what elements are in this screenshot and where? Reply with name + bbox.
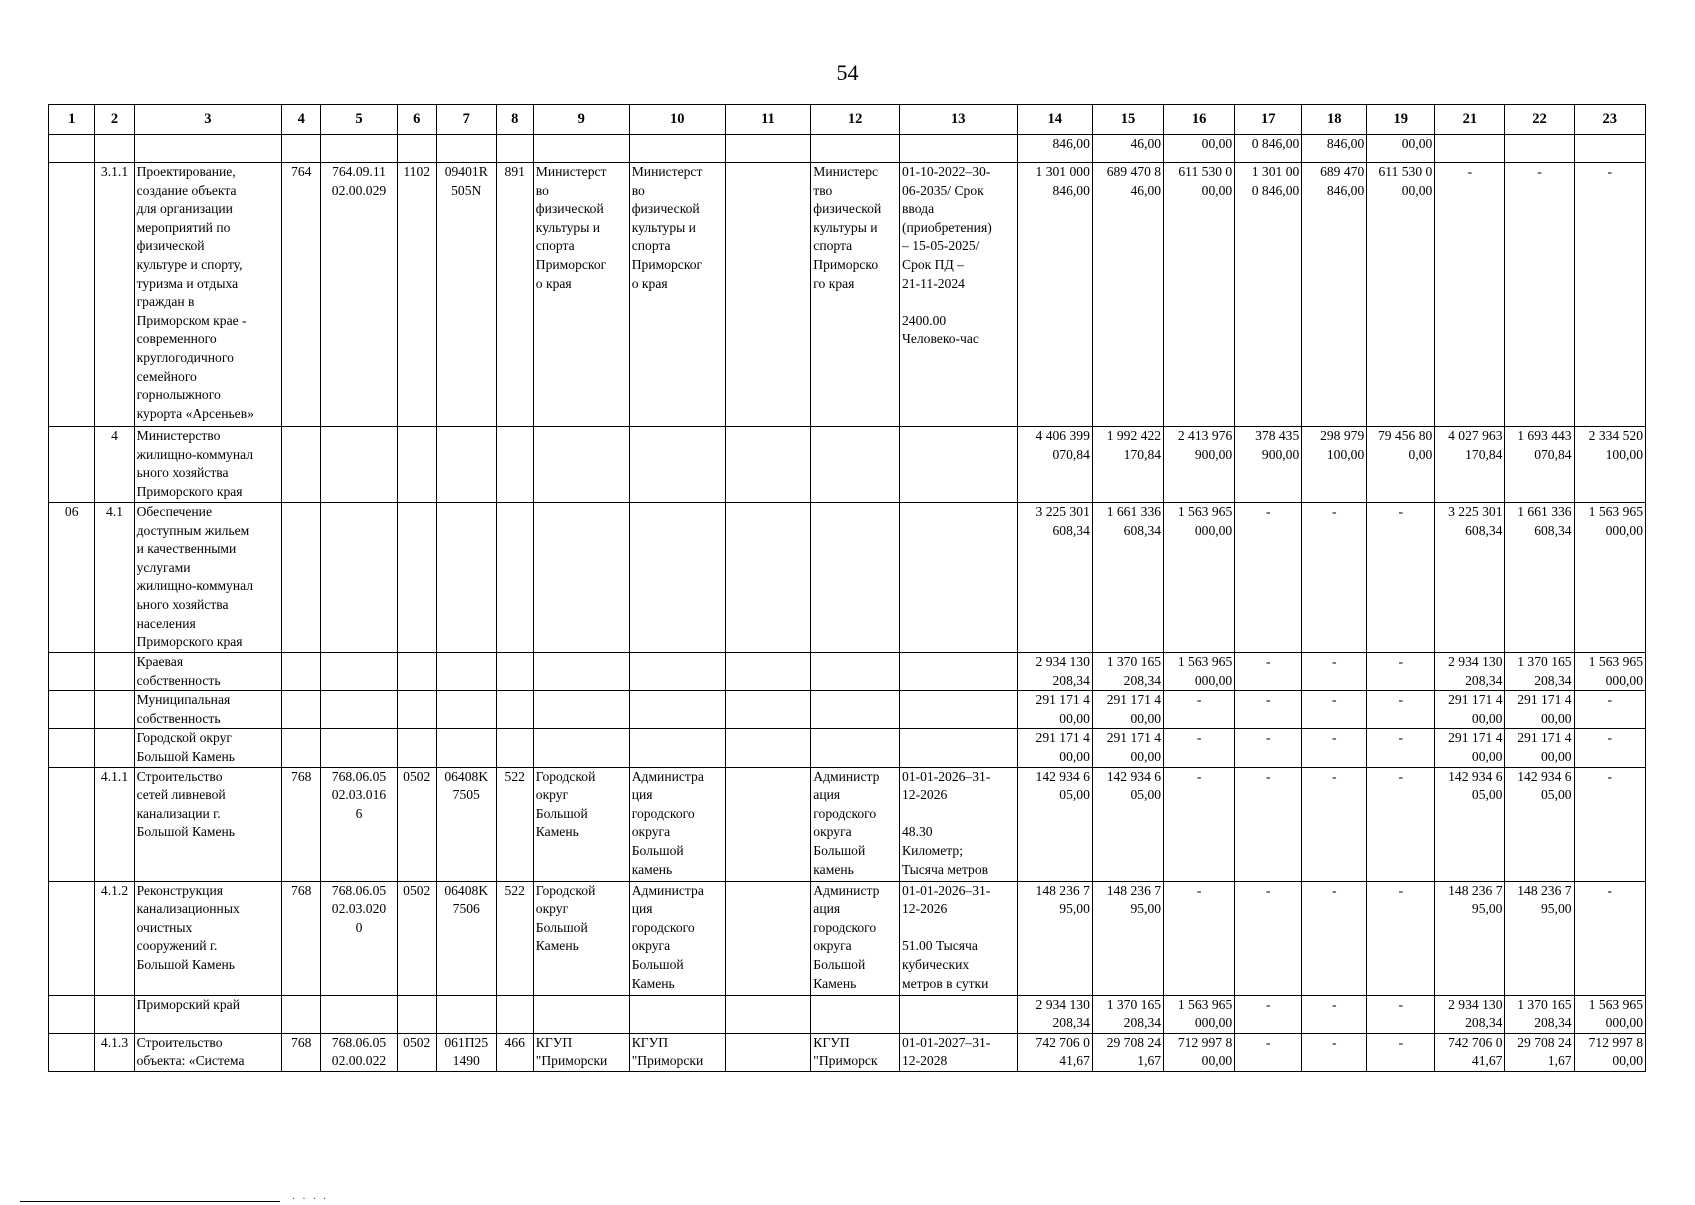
column-header: 3	[134, 105, 282, 135]
table-cell: 142 934 6 05,00	[1017, 767, 1092, 881]
table-cell: -	[1235, 995, 1302, 1033]
table-cell	[282, 427, 321, 503]
table-cell: Администра ция городского округа Большой Камень	[629, 881, 725, 995]
table-cell: 4.1.3	[95, 1033, 134, 1071]
table-cell: 1 563 965 000,00	[1164, 995, 1235, 1033]
column-header: 14	[1017, 105, 1092, 135]
table-cell: -	[1302, 767, 1367, 881]
table-cell: 29 708 24 1,67	[1092, 1033, 1163, 1071]
table-cell: 2 934 130 208,34	[1435, 653, 1505, 691]
table-cell	[496, 691, 533, 729]
table-cell	[900, 503, 1018, 653]
table-cell: 2 934 130 208,34	[1435, 995, 1505, 1033]
table-cell: Министерс тво физической культуры и спорта Приморско го края	[811, 163, 900, 427]
table-cell: 712 997 8 00,00	[1574, 1033, 1645, 1071]
table-cell: КГУП "Приморски	[629, 1033, 725, 1071]
table-cell: 06408K 7505	[436, 767, 496, 881]
table-cell	[95, 653, 134, 691]
table-cell	[436, 729, 496, 767]
table-cell	[725, 729, 811, 767]
table-cell: 0502	[397, 767, 436, 881]
table-cell: 1 370 165 208,34	[1092, 995, 1163, 1033]
table-cell: 1 370 165 208,34	[1505, 995, 1574, 1033]
table-cell: Обеспечение доступным жильем и качественными услугами жилищно-коммунал ьного хозяйства населения Приморского края	[134, 503, 282, 653]
table-cell: 891	[496, 163, 533, 427]
table-cell: 1 301 00 0 846,00	[1235, 163, 1302, 427]
table-cell	[811, 427, 900, 503]
table-cell: 689 470 846,00	[1302, 163, 1367, 427]
table-cell	[725, 767, 811, 881]
table-cell: Городской округ Большой Камень	[134, 729, 282, 767]
table-cell: 1 563 965 000,00	[1574, 653, 1645, 691]
table-cell: 1 563 965 000,00	[1574, 503, 1645, 653]
table-cell: 148 236 7 95,00	[1092, 881, 1163, 995]
table-cell: 768	[282, 881, 321, 995]
table-cell: -	[1302, 653, 1367, 691]
table-cell: Строительство объекта: «Система	[134, 1033, 282, 1071]
table-cell: Министерст во физической культуры и спорта Приморског о края	[533, 163, 629, 427]
table-cell: 611 530 0 00,00	[1367, 163, 1435, 427]
table-cell	[725, 691, 811, 729]
column-header: 21	[1435, 105, 1505, 135]
table-cell: 1 563 965 000,00	[1164, 503, 1235, 653]
header-row	[49, 105, 1646, 135]
table-cell	[629, 503, 725, 653]
table-cell: 2 413 976 900,00	[1164, 427, 1235, 503]
table-cell: 291 171 4 00,00	[1017, 729, 1092, 767]
table-cell: Краевая собственность	[134, 653, 282, 691]
column-header: 2	[95, 105, 134, 135]
table-cell	[496, 995, 533, 1033]
table-cell: -	[1235, 653, 1302, 691]
table-cell: Министерст во физической культуры и спорта Приморског о края	[629, 163, 725, 427]
table-cell	[496, 729, 533, 767]
table-cell	[321, 729, 397, 767]
column-header: 1	[49, 105, 95, 135]
table-cell	[321, 427, 397, 503]
table-cell: 0 846,00	[1235, 135, 1302, 163]
table-cell	[496, 503, 533, 653]
footer-rule	[20, 1201, 280, 1202]
table-cell: -	[1574, 767, 1645, 881]
table-cell: Администра ция городского округа Большой камень	[629, 767, 725, 881]
table-cell: 3.1.1	[95, 163, 134, 427]
table-cell	[496, 653, 533, 691]
table-cell	[900, 729, 1018, 767]
table-cell: 0502	[397, 1033, 436, 1071]
table-cell: -	[1574, 881, 1645, 995]
table-cell	[134, 135, 282, 163]
table-cell: Городской округ Большой Камень	[533, 767, 629, 881]
table-cell	[1435, 135, 1505, 163]
table-cell: -	[1574, 691, 1645, 729]
table-cell	[282, 503, 321, 653]
table-cell: 4.1.1	[95, 767, 134, 881]
table-cell: 291 171 4 00,00	[1092, 691, 1163, 729]
table-cell: 2 934 130 208,34	[1017, 995, 1092, 1033]
table-cell: 291 171 4 00,00	[1505, 691, 1574, 729]
table-cell	[629, 135, 725, 163]
table-cell: -	[1235, 767, 1302, 881]
table-cell: 2 334 520 100,00	[1574, 427, 1645, 503]
table-row	[49, 135, 1646, 163]
table-cell: -	[1367, 653, 1435, 691]
table-cell: 061П25 1490	[436, 1033, 496, 1071]
table-row	[49, 427, 1646, 503]
table-row	[49, 729, 1646, 767]
table-cell	[95, 995, 134, 1033]
table-cell: 3 225 301 608,34	[1017, 503, 1092, 653]
table-cell	[282, 729, 321, 767]
table-cell	[95, 691, 134, 729]
table-cell: -	[1574, 163, 1645, 427]
table-cell	[397, 427, 436, 503]
table-cell: -	[1235, 503, 1302, 653]
table-cell	[49, 1033, 95, 1071]
table-cell	[321, 503, 397, 653]
column-header: 23	[1574, 105, 1645, 135]
table-cell: -	[1367, 767, 1435, 881]
table-cell: -	[1302, 881, 1367, 995]
table-cell	[725, 881, 811, 995]
table-cell: 764	[282, 163, 321, 427]
table-cell: 1 661 336 608,34	[1505, 503, 1574, 653]
table-cell	[811, 691, 900, 729]
table-cell: 1 563 965 000,00	[1574, 995, 1645, 1033]
table-cell: 768.06.05 02.03.020 0	[321, 881, 397, 995]
table-cell: 768.06.05 02.00.022	[321, 1033, 397, 1071]
table-cell: -	[1164, 767, 1235, 881]
table-cell: 00,00	[1164, 135, 1235, 163]
table-cell	[629, 691, 725, 729]
table-cell: -	[1302, 1033, 1367, 1071]
table-cell	[900, 691, 1018, 729]
table-cell	[629, 653, 725, 691]
table-cell	[49, 995, 95, 1033]
column-header: 18	[1302, 105, 1367, 135]
table-cell: -	[1235, 729, 1302, 767]
table-cell	[811, 135, 900, 163]
table-cell	[900, 653, 1018, 691]
table-cell	[533, 503, 629, 653]
table-cell: 142 934 6 05,00	[1505, 767, 1574, 881]
table-row	[49, 163, 1646, 427]
table-cell: -	[1235, 691, 1302, 729]
table-row	[49, 653, 1646, 691]
table-cell: -	[1302, 995, 1367, 1033]
column-header: 17	[1235, 105, 1302, 135]
table-cell	[811, 503, 900, 653]
table-cell: Проектирование, создание объекта для организации мероприятий по физической культуре и спорту, туризма и отдыха граждан в Приморском крае - современного круглогодичного семейного горнолыжного курорта «Арсеньев»	[134, 163, 282, 427]
table-cell: 4 027 963 170,84	[1435, 427, 1505, 503]
table-cell	[725, 503, 811, 653]
table-cell: 291 171 4 00,00	[1505, 729, 1574, 767]
table-cell	[1574, 135, 1645, 163]
table-row	[49, 691, 1646, 729]
table-cell: Администр ация городского округа Большой Камень	[811, 881, 900, 995]
table-cell	[282, 135, 321, 163]
column-header: 6	[397, 105, 436, 135]
table-cell	[397, 691, 436, 729]
table-cell: 01-01-2027–31- 12-2028	[900, 1033, 1018, 1071]
table-cell: -	[1164, 729, 1235, 767]
table-cell	[496, 135, 533, 163]
table-cell	[397, 729, 436, 767]
table-cell: -	[1367, 881, 1435, 995]
table-cell: -	[1367, 503, 1435, 653]
table-cell: 01-01-2026–31- 12-2026 48.30 Километр; Тысяча метров	[900, 767, 1018, 881]
table-cell: 378 435 900,00	[1235, 427, 1302, 503]
table-cell: -	[1235, 1033, 1302, 1071]
table-row	[49, 995, 1646, 1033]
table-cell: -	[1164, 881, 1235, 995]
table-cell: -	[1302, 503, 1367, 653]
column-header: 9	[533, 105, 629, 135]
column-header: 11	[725, 105, 811, 135]
table-cell: 291 171 4 00,00	[1017, 691, 1092, 729]
table-cell: Городской округ Большой Камень	[533, 881, 629, 995]
column-header: 12	[811, 105, 900, 135]
table-cell: 291 171 4 00,00	[1435, 729, 1505, 767]
column-header: 16	[1164, 105, 1235, 135]
column-header: 19	[1367, 105, 1435, 135]
table-cell: 522	[496, 767, 533, 881]
table-cell: 01-01-2026–31- 12-2026 51.00 Тысяча кубических метров в сутки	[900, 881, 1018, 995]
table-cell	[436, 995, 496, 1033]
table-cell	[725, 653, 811, 691]
table-cell	[436, 135, 496, 163]
table-cell	[725, 135, 811, 163]
data-table	[48, 104, 1646, 1072]
table-cell: -	[1302, 691, 1367, 729]
page-number: 54	[836, 60, 859, 85]
table-row	[49, 881, 1646, 995]
table-cell	[436, 503, 496, 653]
table-cell	[321, 995, 397, 1033]
table-cell	[533, 135, 629, 163]
table-cell	[496, 427, 533, 503]
table-cell: -	[1505, 163, 1574, 427]
table-cell: -	[1164, 691, 1235, 729]
table-cell: 768	[282, 1033, 321, 1071]
table-cell	[725, 427, 811, 503]
table-cell	[397, 995, 436, 1033]
table-cell: 46,00	[1092, 135, 1163, 163]
table-cell: 3 225 301 608,34	[1435, 503, 1505, 653]
table-cell: Муниципальная собственность	[134, 691, 282, 729]
table-cell	[49, 135, 95, 163]
table-cell	[900, 135, 1018, 163]
table-cell	[282, 995, 321, 1033]
column-header: 4	[282, 105, 321, 135]
table-cell	[49, 729, 95, 767]
table-cell: 148 236 7 95,00	[1435, 881, 1505, 995]
table-cell: 291 171 4 00,00	[1435, 691, 1505, 729]
column-header: 13	[900, 105, 1018, 135]
table-cell: 291 171 4 00,00	[1092, 729, 1163, 767]
table-cell: 00,00	[1367, 135, 1435, 163]
table-cell: Реконструкция канализационных очистных сооружений г. Большой Камень	[134, 881, 282, 995]
table-cell	[533, 729, 629, 767]
table-cell	[436, 653, 496, 691]
table-cell	[1505, 135, 1574, 163]
table-cell	[49, 163, 95, 427]
table-cell	[49, 881, 95, 995]
table-cell: 1 370 165 208,34	[1092, 653, 1163, 691]
table-cell	[436, 427, 496, 503]
table-cell: 29 708 24 1,67	[1505, 1033, 1574, 1071]
table-cell: 4 406 399 070,84	[1017, 427, 1092, 503]
table-cell: 06	[49, 503, 95, 653]
table-cell: 1 661 336 608,34	[1092, 503, 1163, 653]
table-cell: Приморский край	[134, 995, 282, 1033]
table-cell: 768	[282, 767, 321, 881]
table-cell	[95, 729, 134, 767]
footer-dots: · · · ·	[292, 1194, 329, 1205]
table-row	[49, 767, 1646, 881]
table-cell	[95, 135, 134, 163]
table-cell	[629, 729, 725, 767]
table-cell: 742 706 0 41,67	[1435, 1033, 1505, 1071]
table-cell: -	[1235, 881, 1302, 995]
table-cell: 522	[496, 881, 533, 995]
table-cell	[321, 653, 397, 691]
table-cell: 142 934 6 05,00	[1092, 767, 1163, 881]
table-cell: 611 530 0 00,00	[1164, 163, 1235, 427]
table-cell: -	[1367, 691, 1435, 729]
table-cell: 846,00	[1302, 135, 1367, 163]
table-cell: 768.06.05 02.03.016 6	[321, 767, 397, 881]
table-cell	[533, 427, 629, 503]
table-cell: 06408K 7506	[436, 881, 496, 995]
table-row	[49, 1033, 1646, 1071]
table-cell: Министерство жилищно-коммунал ьного хозяйства Приморского края	[134, 427, 282, 503]
table-cell: 2 934 130 208,34	[1017, 653, 1092, 691]
column-header: 7	[436, 105, 496, 135]
table-cell: -	[1574, 729, 1645, 767]
table-cell: 4.1.2	[95, 881, 134, 995]
table-cell: 142 934 6 05,00	[1435, 767, 1505, 881]
table-cell: -	[1367, 995, 1435, 1033]
table-cell	[49, 691, 95, 729]
table-cell: 846,00	[1017, 135, 1092, 163]
table-cell: 712 997 8 00,00	[1164, 1033, 1235, 1071]
table-cell	[49, 653, 95, 691]
table-cell: 1 693 443 070,84	[1505, 427, 1574, 503]
table-cell	[629, 427, 725, 503]
table-cell: 1 301 000 846,00	[1017, 163, 1092, 427]
table-cell: 148 236 7 95,00	[1017, 881, 1092, 995]
table-cell	[533, 995, 629, 1033]
table-cell	[725, 1033, 811, 1071]
table-cell: Администр ация городского округа Большой камень	[811, 767, 900, 881]
table-cell: Строительство сетей ливневой канализации г. Большой Камень	[134, 767, 282, 881]
table-cell: 79 456 80 0,00	[1367, 427, 1435, 503]
table-cell: -	[1302, 729, 1367, 767]
table-cell	[725, 163, 811, 427]
table-cell	[629, 995, 725, 1033]
table-cell: -	[1367, 1033, 1435, 1071]
table-cell: 1 563 965 000,00	[1164, 653, 1235, 691]
table-cell	[811, 995, 900, 1033]
table-cell: 0502	[397, 881, 436, 995]
table-cell	[436, 691, 496, 729]
table-cell: 1 992 422 170,84	[1092, 427, 1163, 503]
table-row	[49, 503, 1646, 653]
table-cell	[321, 691, 397, 729]
table-cell: 09401R 505N	[436, 163, 496, 427]
table-cell	[900, 995, 1018, 1033]
table-cell: 01-10-2022–30- 06-2035/ Срок ввода (приобретения) – 15-05-2025/ Срок ПД – 21-11-2024 2400.00 Человеко-час	[900, 163, 1018, 427]
table-cell	[397, 135, 436, 163]
table-cell	[397, 653, 436, 691]
table-cell: 4	[95, 427, 134, 503]
table-cell	[533, 691, 629, 729]
table-cell	[811, 729, 900, 767]
table-cell: 689 470 8 46,00	[1092, 163, 1163, 427]
table-cell	[282, 653, 321, 691]
column-header: 22	[1505, 105, 1574, 135]
table-cell	[282, 691, 321, 729]
table-cell	[725, 995, 811, 1033]
column-header: 15	[1092, 105, 1163, 135]
table-cell	[811, 653, 900, 691]
table-cell: 148 236 7 95,00	[1505, 881, 1574, 995]
column-header: 8	[496, 105, 533, 135]
table-cell	[533, 653, 629, 691]
table-cell: 742 706 0 41,67	[1017, 1033, 1092, 1071]
table-cell: 1102	[397, 163, 436, 427]
table-cell: 298 979 100,00	[1302, 427, 1367, 503]
column-header: 10	[629, 105, 725, 135]
table-cell	[397, 503, 436, 653]
column-header: 5	[321, 105, 397, 135]
table-cell: -	[1435, 163, 1505, 427]
table-cell: -	[1367, 729, 1435, 767]
table-cell: КГУП "Приморск	[811, 1033, 900, 1071]
table-cell	[49, 427, 95, 503]
table-cell: КГУП "Приморски	[533, 1033, 629, 1071]
table-cell	[321, 135, 397, 163]
table-cell: 466	[496, 1033, 533, 1071]
table-cell: 1 370 165 208,34	[1505, 653, 1574, 691]
table-cell: 4.1	[95, 503, 134, 653]
table-cell	[49, 767, 95, 881]
table-cell	[900, 427, 1018, 503]
table-cell: 764.09.11 02.00.029	[321, 163, 397, 427]
